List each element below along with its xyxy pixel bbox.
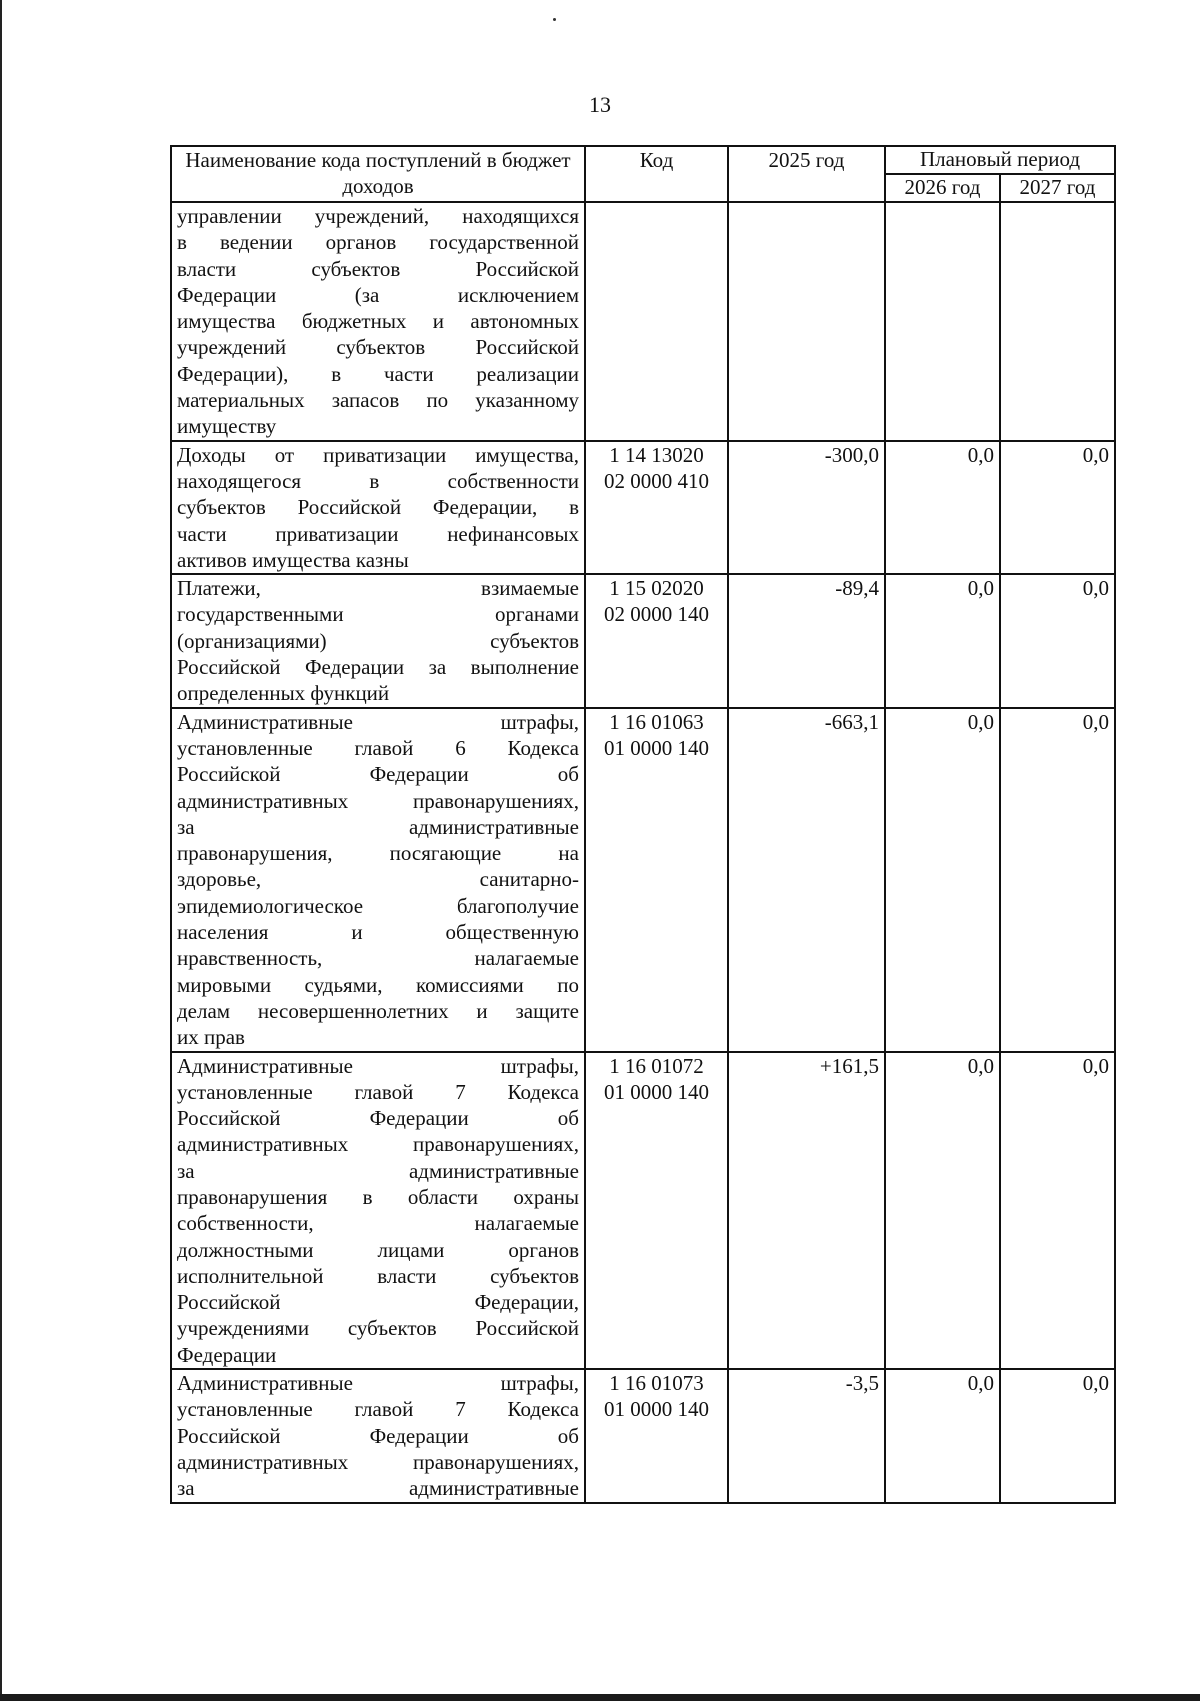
income-name-line: мировыми судьями, комиссиями по [177,972,579,997]
income-name-line: должностными лицами органов [177,1237,579,1262]
income-code-cell [585,1369,728,1502]
income-name-line: государственными органами [177,602,579,627]
income-code-cell [585,1052,728,1370]
header-planned-period: Плановый период [885,146,1115,174]
income-name-line: имуществу [177,414,277,439]
budget-table [170,145,1116,1504]
header-2025: 2025 год [728,146,885,202]
value-2025-cell: -663,1 [728,708,885,1052]
income-name-line: определенных функций [177,681,390,706]
header-2026: 2026 год [885,174,1000,202]
income-name-line: Российской Федерации за выполнение [177,655,579,680]
income-name-cell [171,1052,585,1370]
income-code-line: 02 0000 140 [604,602,709,627]
income-name-line: административных правонарушениях, [177,1449,579,1474]
value-2026-cell: 0,0 [885,574,1000,707]
income-name-line: делам несовершеннолетних и защите [177,998,579,1023]
income-name-line: собственности, налагаемые [177,1211,579,1236]
income-code-line: 02 0000 410 [604,468,709,493]
income-name-cell [171,1369,585,1502]
income-name-line: активов имущества казны [177,547,409,572]
income-name-line: Федерации (за исключением [177,282,579,307]
income-name-line: Российской Федерации, [177,1290,579,1315]
income-code-line: 01 0000 140 [604,1397,709,1422]
table-row [171,202,1115,441]
income-name-line: правонарушения, посягающие на [177,841,579,866]
value-2025-cell: +161,5 [728,1052,885,1370]
income-name-line: учреждениями субъектов Российской [177,1316,579,1341]
income-name-line: Доходы от приватизации имущества, [177,442,579,467]
income-code-cell [585,574,728,707]
income-name-line: установленные главой 6 Кодекса [177,735,579,760]
income-name-line: субъектов Российской Федерации, в [177,495,579,520]
value-2026-cell: 0,0 [885,1052,1000,1370]
income-name-line: за административные [177,814,579,839]
income-code-line: 1 16 01072 [609,1053,704,1078]
scan-speck [553,18,556,21]
table-row [171,574,1115,707]
income-name-line: Федерации), в части реализации [177,361,579,386]
income-name-line: Российской Федерации об [177,762,579,787]
income-name-line: Российской Федерации об [177,1423,579,1448]
page-number: 13 [589,92,611,117]
value-2027-cell: 0,0 [1000,1052,1115,1370]
income-name-line: Федерации [177,1342,277,1367]
income-name-cell [171,574,585,707]
income-code-cell [585,441,728,574]
value-2026-cell: 0,0 [885,1369,1000,1502]
income-name-line: эпидемиологическое благополучие [177,893,579,918]
income-name-line: управлении учреждений, находящихся [177,204,579,228]
income-name-line: имущества бюджетных и автономных [177,309,579,334]
value-2026-cell: 0,0 [885,708,1000,1052]
income-name-line: установленные главой 7 Кодекса [177,1397,579,1422]
income-code-line: 1 16 01073 [609,1371,704,1396]
table-body [171,202,1115,1503]
value-2025-cell: -3,5 [728,1369,885,1502]
income-name-line: материальных запасов по указанному [177,388,579,413]
value-2027-cell: 0,0 [1000,708,1115,1052]
income-name-line: правонарушения в области охраны [177,1184,579,1209]
income-name-line: находящегося в собственности [177,468,579,493]
table-row [171,441,1115,574]
income-code-line: 01 0000 140 [604,735,709,760]
table-header [171,146,1115,202]
scan-bottom-edge [0,1694,1200,1701]
income-code-line: 1 15 02020 [609,576,704,601]
income-name-line: Российской Федерации об [177,1106,579,1131]
income-name-line: за административные [177,1158,579,1183]
income-name-line: Административные штрафы, [177,1053,579,1078]
scan-left-edge [0,0,2,1701]
income-name-line: (организациями) субъектов [177,628,579,653]
income-name-line: установленные главой 7 Кодекса [177,1079,579,1104]
income-name-line: населения и общественную [177,920,579,945]
income-name-line: учреждений субъектов Российской [177,335,579,360]
income-name-line: власти субъектов Российской [177,256,579,281]
income-name-line: в ведении органов государственной [177,230,579,255]
income-name-line: за административные [177,1476,579,1501]
header-2027: 2027 год [1000,174,1115,202]
value-2026-cell [885,202,1000,441]
income-name-line: нравственность, налагаемые [177,946,579,971]
value-2027-cell: 0,0 [1000,441,1115,574]
income-code-line: 1 14 13020 [609,442,704,467]
income-name-line: их прав [177,1025,245,1050]
income-name-line: административных правонарушениях, [177,1132,579,1157]
header-code: Код [585,146,728,202]
income-name-cell [171,708,585,1052]
value-2027-cell [1000,202,1115,441]
income-name-line: Платежи, взимаемые [177,576,579,601]
income-code-cell [585,202,728,441]
table-row [171,708,1115,1052]
income-name-line: исполнительной власти субъектов [177,1263,579,1288]
value-2025-cell: -300,0 [728,441,885,574]
income-code-line: 1 16 01063 [609,709,704,734]
income-name-line: здоровье, санитарно- [177,867,579,892]
header-name: Наименование кода поступлений в бюджет доходов [171,146,585,202]
value-2025-cell [728,202,885,441]
income-code-cell [585,708,728,1052]
income-name-line: Административные штрафы, [177,1371,579,1396]
income-name-cell [171,202,585,441]
income-name-line: административных правонарушениях, [177,788,579,813]
value-2025-cell: -89,4 [728,574,885,707]
income-name-line: Административные штрафы, [177,709,579,734]
income-name-cell [171,441,585,574]
value-2027-cell: 0,0 [1000,574,1115,707]
income-name-line: части приватизации нефинансовых [177,521,579,546]
table-row [171,1369,1115,1502]
value-2026-cell: 0,0 [885,441,1000,574]
value-2027-cell: 0,0 [1000,1369,1115,1502]
table-row [171,1052,1115,1370]
income-code-line: 01 0000 140 [604,1079,709,1104]
